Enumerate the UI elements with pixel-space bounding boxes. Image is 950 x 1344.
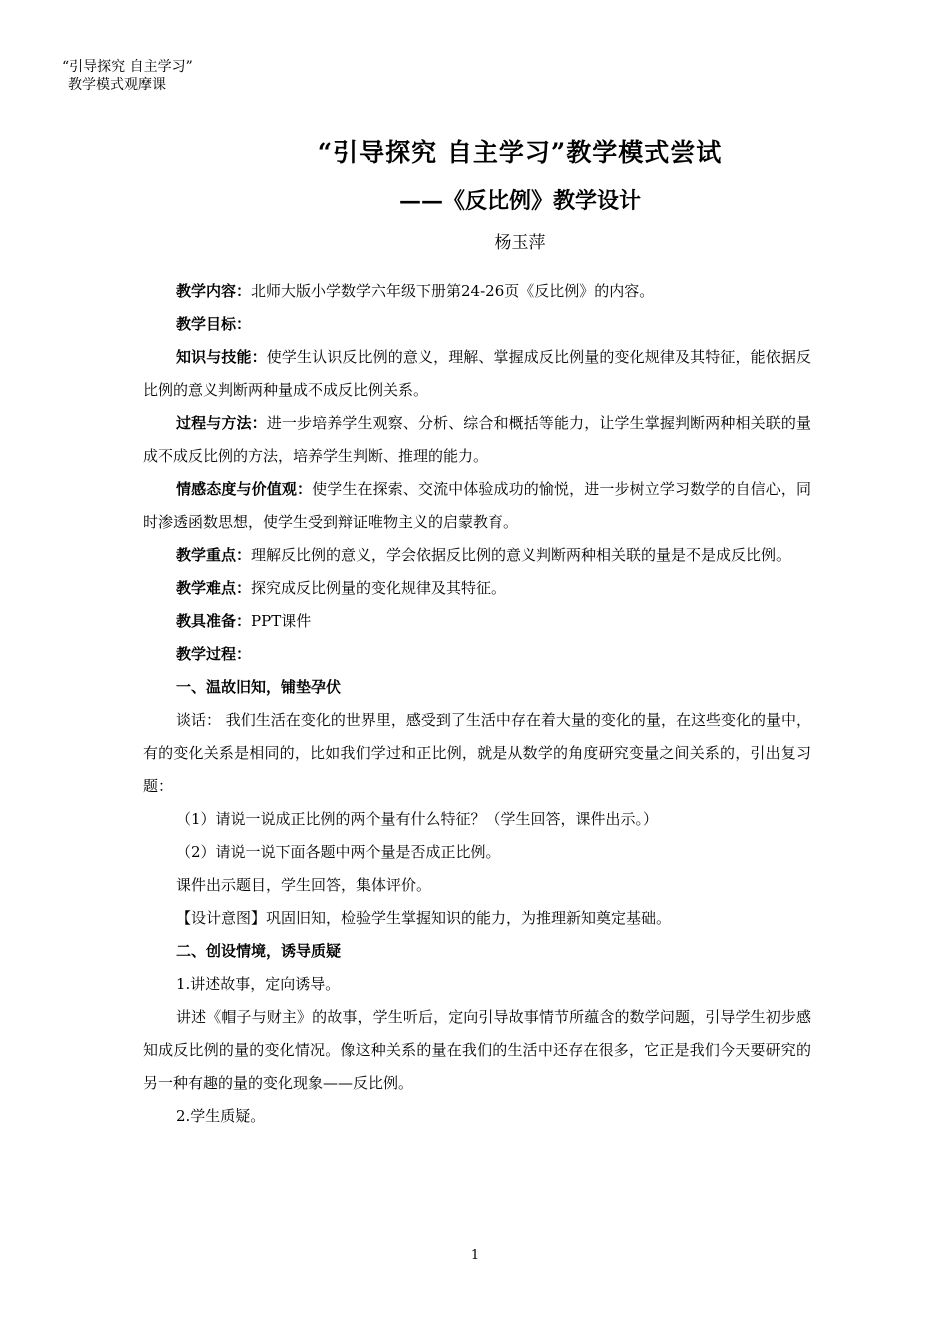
step1-heading: 一、温故旧知，铺垫孕伏 xyxy=(176,678,342,696)
goal-process-label: 过程与方法： xyxy=(176,414,267,432)
step1-question2: （2）请说一说下面各题中两个量是否成正比例。 xyxy=(176,843,501,861)
teaching-goals xyxy=(143,308,811,341)
step1-show: 课件出示题目，学生回答，集体评价。 xyxy=(176,876,432,894)
document-title: “引导探究 自主学习”教学模式尝试 xyxy=(317,138,723,167)
teaching-content-text: 北师大版小学数学六年级下册第24-26页《反比例》的内容。 xyxy=(251,282,655,300)
document-subtitle: ——《反比例》教学设计 xyxy=(398,188,641,214)
teaching-key-point xyxy=(143,539,811,572)
goal-knowledge-label: 知识与技能： xyxy=(176,348,267,366)
header-note xyxy=(62,58,193,94)
document-body xyxy=(143,275,811,1133)
goal-knowledge xyxy=(143,341,811,407)
goal-emotion-label: 情感态度与价值观： xyxy=(176,480,313,498)
step2-subheading2: 2.学生质疑。 xyxy=(176,1107,266,1125)
page-number: 1 xyxy=(470,1248,480,1263)
step2-heading: 二、创设情境，诱导质疑 xyxy=(176,942,342,960)
teaching-procedure xyxy=(143,638,811,671)
step1-talk: 谈话： 我们生活在变化的世界里，感受到了生活中存在着大量的变化的量，在这些变化的量中，有的变化关系是相同的，比如我们学过和正比例，就是从数学的角度研究变量之间关系的，引出复习题： xyxy=(143,711,811,795)
author-name: 杨玉萍 xyxy=(494,233,546,253)
teaching-content-label: 教学内容： xyxy=(176,282,252,300)
step2-story: 讲述《帽子与财主》的故事，学生听后，定向引导故事情节所蕴含的数学问题，引导学生初步感知成反比例的量的变化情况。像这种关系的量在我们的生活中还存在很多，它正是我们今天要研究的另一种有趣的量的变化现象——反比例。 xyxy=(143,1008,811,1092)
goal-process xyxy=(143,407,811,473)
teaching-tools-label: 教具准备： xyxy=(176,612,252,630)
step1-question1: （1）请说一说成正比例的两个量有什么特征？（学生回答，课件出示。） xyxy=(176,810,659,828)
teaching-goals-label: 教学目标： xyxy=(176,315,252,333)
goal-process-text: 进一步培养学生观察、分析、综合和概括等能力，让学生掌握判断两种相关联的量成不成反比例的方法，培养学生判断、推理的能力。 xyxy=(143,414,811,465)
teaching-key-point-label: 教学重点： xyxy=(176,546,252,564)
teaching-tools-text: PPT课件 xyxy=(251,612,312,630)
teaching-procedure-label: 教学过程： xyxy=(176,645,252,663)
goal-knowledge-text: 使学生认识反比例的意义，理解、掌握成反比例量的变化规律及其特征，能依据反比例的意义判断两种量成不成反比例关系。 xyxy=(143,348,811,399)
teaching-difficulty-text: 探究成反比例量的变化规律及其特征。 xyxy=(251,579,507,597)
teaching-content xyxy=(143,275,811,308)
step1-design-intent: 【设计意图】巩固旧知，检验学生掌握知识的能力，为推理新知奠定基础。 xyxy=(176,909,672,927)
goal-emotion xyxy=(143,473,811,539)
step2-subheading1: 1.讲述故事，定向诱导。 xyxy=(176,975,341,993)
teaching-difficulty-label: 教学难点： xyxy=(176,579,252,597)
goal-emotion-text: 使学生在探索、交流中体验成功的愉悦，进一步树立学习数学的自信心，同时渗透函数思想，使学生受到辩证唯物主义的启蒙教育。 xyxy=(143,480,811,531)
header-note-line1: “引导探究 自主学习” xyxy=(62,59,193,75)
teaching-difficulty xyxy=(143,572,811,605)
teaching-tools xyxy=(143,605,811,638)
header-note-line2: 教学模式观摩课 xyxy=(68,77,166,93)
teaching-key-point-text: 理解反比例的意义，学会依据反比例的意义判断两种相关联的量是不是成反比例。 xyxy=(251,546,792,564)
